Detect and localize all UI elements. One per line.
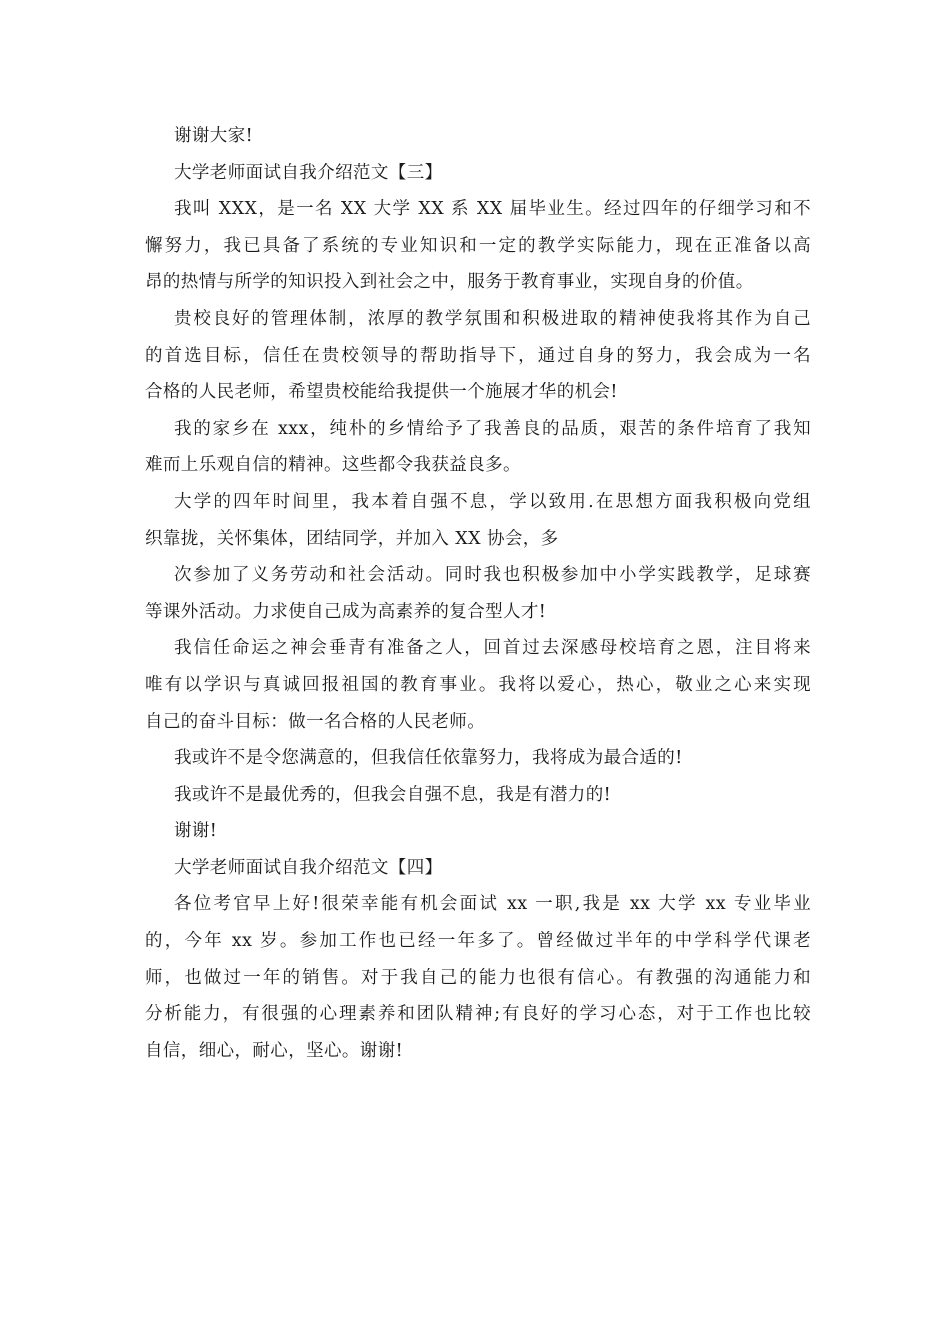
paragraph-line: 分析能力，有很强的心理素养和团队精神;有良好的学习心态，对于工作也比较 (145, 1004, 811, 1025)
paragraph-line: 师，也做过一年的销售。对于我自己的能力也很有信心。有教强的沟通能力和 (145, 967, 811, 988)
paragraph-line: 我的家乡在 xxx，纯朴的乡情给予了我善良的品质，艰苦的条件培育了我知 (174, 418, 811, 439)
thanks-line: 谢谢! (174, 821, 218, 842)
paragraph-line: 等课外活动。力求使自己成为高素养的复合型人才! (145, 601, 547, 622)
closing-thanks-line: 谢谢大家! (174, 126, 254, 146)
paragraph-line: 唯有以学识与真诚回报祖国的教育事业。我将以爱心，热心，敬业之心来实现 (145, 674, 811, 695)
paragraph-line: 次参加了义务劳动和社会活动。同时我也积极参加中小学实践教学，足球赛 (174, 565, 811, 586)
paragraph-line: 我或许不是最优秀的，但我会自强不息，我是有潜力的! (174, 784, 612, 805)
paragraph-line: 自己的奋斗目标：做一名合格的人民老师。 (145, 711, 486, 732)
paragraph-line: 懈努力，我已具备了系统的专业知识和一定的教学实际能力，现在正准备以高 (145, 235, 811, 256)
paragraph-line: 昂的热情与所学的知识投入到社会之中，服务于教育事业，实现自身的价值。 (145, 272, 754, 293)
paragraph-line: 各位考官早上好!很荣幸能有机会面试 xx 一职,我是 xx 大学 xx 专业毕业 (174, 894, 811, 915)
paragraph-line: 的，今年 xx 岁。参加工作也已经一年多了。曾经做过半年的中学科学代课老 (145, 931, 811, 952)
section-heading-3: 大学老师面试自我介绍范文【三】 (174, 162, 443, 183)
paragraph-line: 贵校良好的管理体制，浓厚的教学氛围和积极进取的精神使我将其作为自己 (174, 308, 811, 329)
section-heading-4: 大学老师面试自我介绍范文【四】 (174, 857, 443, 878)
paragraph-line: 我或许不是令您满意的，但我信任依靠努力，我将成为最合适的! (174, 748, 683, 769)
paragraph-line: 我叫 XXX，是一名 XX 大学 XX 系 XX 届毕业生。经过四年的仔细学习和不 (174, 199, 811, 220)
paragraph-line: 大学的四年时间里，我本着自强不息，学以致用.在思想方面我积极向党组 (174, 491, 811, 512)
paragraph-line: 的首选目标，信任在贵校领导的帮助指导下，通过自身的努力，我会成为一名 (145, 345, 811, 366)
paragraph-line: 自信，细心，耐心，坚心。谢谢! (145, 1040, 404, 1061)
paragraph-line: 难而上乐观自信的精神。这些都令我获益良多。 (145, 455, 521, 476)
document-body (145, 118, 811, 1069)
paragraph-line: 我信任命运之神会垂青有准备之人，回首过去深感母校培育之恩，注目将来 (174, 638, 811, 659)
paragraph-line: 合格的人民老师，希望贵校能给我提供一个施展才华的机会! (145, 382, 618, 403)
paragraph-line: 织靠拢，关怀集体，团结同学，并加入 XX 协会，多 (145, 528, 559, 549)
